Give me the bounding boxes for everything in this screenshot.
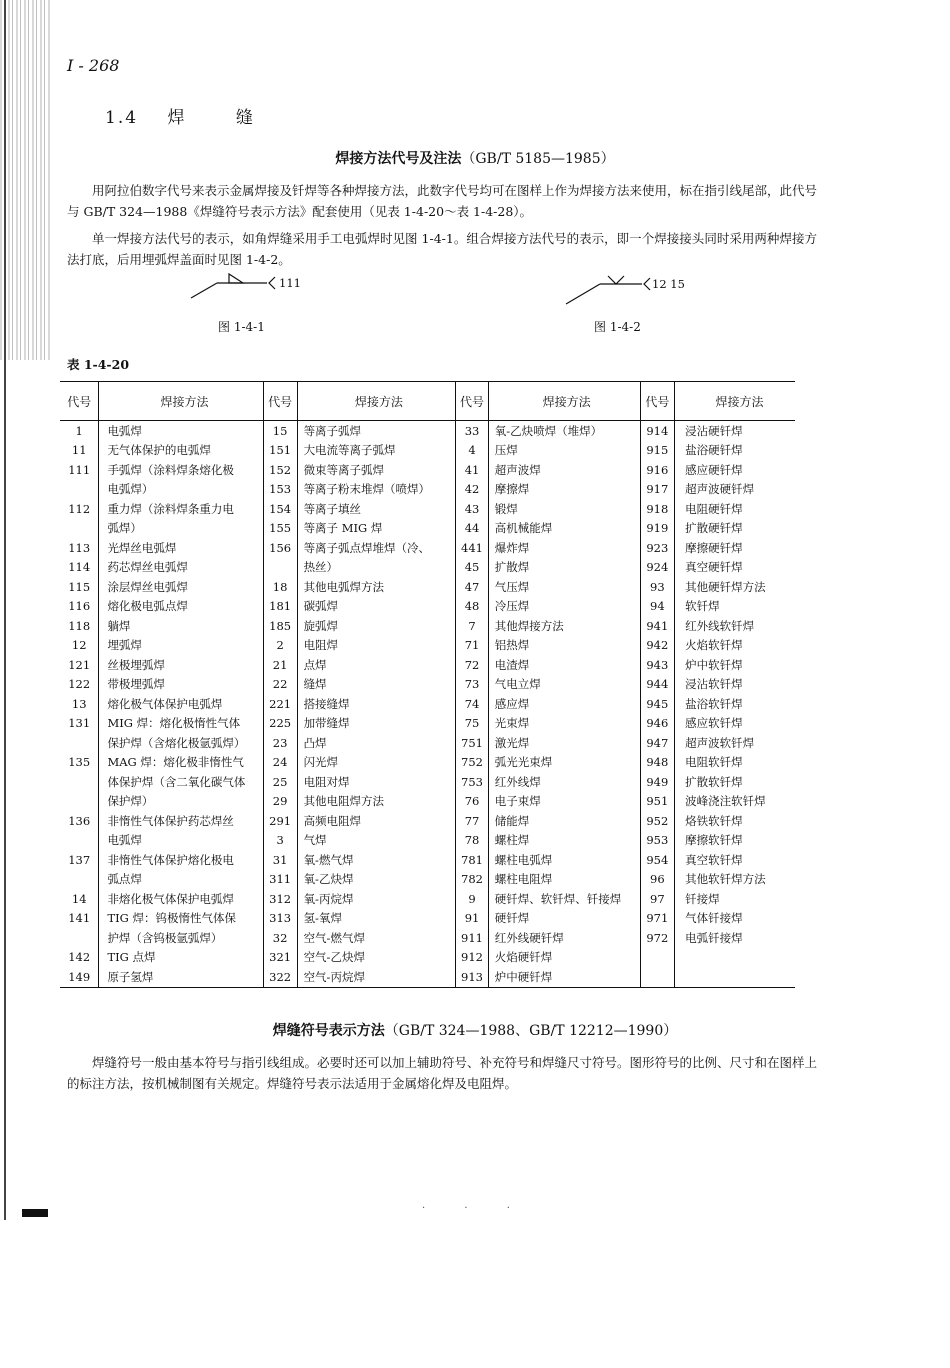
code-cell: 31 [263,850,297,870]
heading-standard: （GB/T 324—1988、GB/T 12212—1990） [384,1023,678,1039]
code-cell: 919 [640,519,675,539]
method-cell: 铝热焊 [488,636,640,656]
figure-1-4-2-code: 12 15 [652,277,685,291]
table-row [60,577,795,597]
code-cell: 131 [60,714,99,734]
method-cell: 储能焊 [488,811,640,831]
method-cell: 硬钎焊 [488,909,640,929]
method-cell: 电弧焊 [99,421,263,441]
method-cell: 其他电弧焊方法 [297,577,456,597]
code-cell: 917 [640,480,675,500]
method-cell: 热丝） [297,558,456,578]
method-cell: 锻焊 [488,499,640,519]
code-cell: 94 [640,597,675,617]
code-cell: 137 [60,850,99,870]
code-cell: 972 [640,928,675,948]
code-cell: 135 [60,753,99,773]
table-row [60,694,795,714]
method-cell: 空气-丙烷焊 [297,967,456,987]
method-cell: 感应硬钎焊 [685,462,743,477]
paragraph-examples: 单一焊接方法代号的表示，如角焊缝采用手工电弧焊时见图 1-4-1。组合焊接方法代号的表示，即一个焊接接头同时采用两种焊接方法打底，后用埋弧焊盖面时见图 1-4-2。 [67,231,817,267]
method-cell: 电渣焊 [488,655,640,675]
code-cell: 753 [456,772,489,792]
code-cell: 29 [263,792,297,812]
method-cell: 摩擦软钎焊 [685,833,743,848]
code-cell: 112 [60,499,99,519]
code-cell: 948 [640,753,675,773]
method-cell: 带极埋弧焊 [99,675,263,695]
code-cell: 947 [640,733,675,753]
code-cell: 45 [456,558,489,578]
code-cell: 4 [456,441,489,461]
method-cell: 丝极埋弧焊 [99,655,263,675]
section-number: 1.4 [105,108,139,128]
method-cell: 埋弧焊 [99,636,263,656]
table-row [60,928,795,948]
scan-footer-marks: · · · [422,1203,528,1214]
table-row [60,675,795,695]
code-cell: 949 [640,772,675,792]
method-cell: 电阻软钎焊 [685,755,743,770]
method-cell: 气焊 [297,831,456,851]
code-cell: 914 [640,421,675,441]
code-cell: 911 [456,928,489,948]
code-cell: 781 [456,850,489,870]
table-row [60,889,795,909]
table-row [60,460,795,480]
header-code: 代号 [60,382,99,421]
method-cell: 红外线焊 [488,772,640,792]
code-cell: 924 [640,558,675,578]
section-char-1: 焊 [167,108,187,128]
code-cell: 97 [640,889,675,909]
section-char-2: 缝 [235,108,255,128]
method-cell: 非惰性气体保护药芯焊丝 [99,811,263,831]
code-cell: 181 [263,597,297,617]
header-method: 焊接方法 [99,382,263,421]
method-cell: 等离子弧点焊堆焊（冷、 [297,538,456,558]
code-cell [60,772,99,792]
code-cell: 313 [263,909,297,929]
welding-method-code-table [60,381,795,988]
table-row [60,636,795,656]
header-method: 焊接方法 [488,382,640,421]
method-cell: 真空硬钎焊 [685,560,743,575]
code-cell: 3 [263,831,297,851]
code-cell [60,519,99,539]
method-cell: 钎接焊 [685,891,720,906]
code-cell: 953 [640,831,675,851]
code-cell: 153 [263,480,297,500]
method-cell: 超声波硬钎焊 [685,482,755,497]
method-cell: 重力焊（涂料焊条重力电 [99,499,263,519]
code-cell: 945 [640,694,675,714]
header-code: 代号 [640,382,675,421]
code-cell: 15 [263,421,297,441]
code-cell: 946 [640,714,675,734]
code-cell: 322 [263,967,297,987]
method-cell: 手弧焊（涂料焊条熔化极 [99,460,263,480]
method-cell: 躺焊 [99,616,263,636]
code-cell: 116 [60,597,99,617]
table-header-row [60,382,795,421]
code-cell [263,558,297,578]
method-cell: TIG 焊：钨极惰性气体保 [99,909,263,929]
method-cell: 其他软钎焊方法 [685,872,766,887]
code-cell: 1 [60,421,99,441]
code-cell: 13 [60,694,99,714]
method-cell [675,967,795,987]
code-cell: 7 [456,616,489,636]
code-cell: 944 [640,675,675,695]
method-cell: 熔化极气体保护电弧焊 [99,694,263,714]
code-cell: 76 [456,792,489,812]
method-cell: 炉中软钎焊 [685,657,743,672]
code-cell: 12 [60,636,99,656]
table-row [60,792,795,812]
method-cell: 高频电阻焊 [297,811,456,831]
method-cell: 盐浴软钎焊 [685,696,743,711]
code-cell [640,967,675,987]
heading-title: 焊缝符号表示方法 [272,1023,385,1039]
method-cell: 凸焊 [297,733,456,753]
code-cell: 71 [456,636,489,656]
method-cell: 碳弧焊 [297,597,456,617]
table-row [60,733,795,753]
table-row [60,909,795,929]
code-cell: 25 [263,772,297,792]
code-cell: 73 [456,675,489,695]
table-label: 表 1-4-20 [67,357,130,372]
method-cell: 波峰浇注软钎焊 [685,794,766,809]
code-cell: 42 [456,480,489,500]
table-body [60,421,795,988]
code-cell: 971 [640,909,675,929]
code-cell: 291 [263,811,297,831]
method-cell: 电弧焊 [99,831,263,851]
table-row [60,499,795,519]
table-row [60,850,795,870]
code-cell: 918 [640,499,675,519]
code-cell: 48 [456,597,489,617]
table-row [60,831,795,851]
method-cell: 氢-氧焊 [297,909,456,929]
table-row [60,753,795,773]
code-cell: 916 [640,460,675,480]
code-cell: 151 [263,441,297,461]
method-cell: 旋弧焊 [297,616,456,636]
code-cell: 118 [60,616,99,636]
figure-1-4-1-code: 111 [279,276,301,290]
method-cell: 空气-乙炔焊 [297,948,456,968]
method-cell: 非惰性气体保护熔化极电 [99,850,263,870]
method-cell: 涂层焊丝电弧焊 [99,577,263,597]
method-cell: 保护焊） [99,792,263,812]
method-cell: 火焰硬钎焊 [488,948,640,968]
table-row [60,558,795,578]
code-cell: 752 [456,753,489,773]
code-cell: 782 [456,870,489,890]
method-cell: 扩散硬钎焊 [685,521,743,536]
code-cell: 115 [60,577,99,597]
heading-title: 焊接方法代号及注法 [335,151,462,167]
method-cell: 激光焊 [488,733,640,753]
method-cell: 电弧钎接焊 [685,930,743,945]
code-cell: 141 [60,909,99,929]
code-cell: 149 [60,967,99,987]
code-cell: 441 [456,538,489,558]
method-cell: 加带缝焊 [297,714,456,734]
table-row [60,421,795,441]
code-cell [60,480,99,500]
code-cell: 185 [263,616,297,636]
method-cell: 扩散软钎焊 [685,774,743,789]
code-cell: 221 [263,694,297,714]
method-cell: 感应软钎焊 [685,716,743,731]
table-row [60,616,795,636]
method-cell: 电阻对焊 [297,772,456,792]
code-cell: 75 [456,714,489,734]
code-cell: 155 [263,519,297,539]
method-cell: 护焊（含钨极氩弧焊） [99,928,263,948]
table-row [60,811,795,831]
code-cell: 952 [640,811,675,831]
code-cell: 14 [60,889,99,909]
method-cell: 扩散焊 [488,558,640,578]
table-row [60,441,795,461]
method-cell: 气体钎接焊 [685,911,743,926]
method-cell: 真空软钎焊 [685,852,743,867]
code-cell: 9 [456,889,489,909]
method-cell: 电子束焊 [488,792,640,812]
code-cell: 121 [60,655,99,675]
code-cell: 23 [263,733,297,753]
method-cell: 熔化极电弧点焊 [99,597,263,617]
table-row [60,655,795,675]
heading-welding-method-codes [0,148,950,168]
method-cell: 氧-丙烷焊 [297,889,456,909]
method-cell: 保护焊（含熔化极氩弧焊） [99,733,263,753]
code-cell: 114 [60,558,99,578]
code-cell: 11 [60,441,99,461]
figure-1-4-2-caption: 图 1-4-2 [594,320,641,334]
method-cell: 压焊 [488,441,640,461]
method-cell: 等离子 MIG 焊 [297,519,456,539]
code-cell: 113 [60,538,99,558]
method-cell: 等离子填丝 [297,499,456,519]
method-cell: 烙铁软钎焊 [685,813,743,828]
code-cell: 91 [456,909,489,929]
method-cell: 无气体保护的电弧焊 [99,441,263,461]
method-cell: 红外线软钎焊 [685,618,755,633]
table-row [60,519,795,539]
code-cell: 44 [456,519,489,539]
method-cell: 高机械能焊 [488,519,640,539]
table-row [60,772,795,792]
code-cell: 18 [263,577,297,597]
code-cell: 136 [60,811,99,831]
method-cell: 其他硬钎焊方法 [685,579,766,594]
method-cell: 软钎焊 [685,599,720,614]
code-cell: 142 [60,948,99,968]
method-cell: 气电立焊 [488,675,640,695]
method-cell: 空气-燃气焊 [297,928,456,948]
table-row [60,870,795,890]
method-cell: 非熔化极气体保护电弧焊 [99,889,263,909]
code-cell: 74 [456,694,489,714]
code-cell: 311 [263,870,297,890]
method-cell: 氧-乙炔焊 [297,870,456,890]
heading-weld-symbols [0,1020,950,1040]
method-cell: 其他焊接方法 [488,616,640,636]
table-row [60,948,795,968]
method-cell: 螺柱电阻焊 [488,870,640,890]
code-cell: 96 [640,870,675,890]
method-cell: 药芯焊丝电弧焊 [99,558,263,578]
code-cell [60,792,99,812]
paragraph-intro: 用阿拉伯数字代号来表示金属焊接及钎焊等各种焊接方法，此数字代号均可在图样上作为焊接方法来使用，标在指引线尾部，此代号与 GB/T 324—1988《焊缝符号表示方法》配套使用（见表 1-4-20～表 1-4-28）。 [67,183,818,219]
code-cell: 154 [263,499,297,519]
method-cell: 点焊 [297,655,456,675]
header-method: 焊接方法 [675,382,795,421]
method-cell: 螺柱焊 [488,831,640,851]
code-cell [60,831,99,851]
header-code: 代号 [263,382,297,421]
code-cell: 751 [456,733,489,753]
method-cell: 光束焊 [488,714,640,734]
code-cell: 954 [640,850,675,870]
method-cell: MIG 焊：熔化极惰性气体 [99,714,263,734]
method-cell: 氧-乙炔喷焊（堆焊） [488,421,640,441]
code-cell: 152 [263,460,297,480]
code-cell: 156 [263,538,297,558]
code-cell: 943 [640,655,675,675]
method-cell: 盐浴硬钎焊 [685,443,743,458]
method-cell: 缝焊 [297,675,456,695]
code-cell: 915 [640,441,675,461]
method-cell: 电阻焊 [297,636,456,656]
method-cell: 炉中硬钎焊 [488,967,640,987]
method-cell: 电弧焊） [99,480,263,500]
method-cell: 气压焊 [488,577,640,597]
code-cell: 951 [640,792,675,812]
method-cell: 电阻硬钎焊 [685,501,743,516]
table-row [60,967,795,987]
code-cell: 43 [456,499,489,519]
code-cell [640,948,675,968]
heading-standard: （GB/T 5185—1985） [461,151,615,167]
method-cell: 原子氢焊 [99,967,263,987]
code-cell: 912 [456,948,489,968]
method-cell: 火焰软钎焊 [685,638,743,653]
code-cell: 22 [263,675,297,695]
method-cell: 等离子粉末堆焊（喷焊） [297,480,456,500]
code-cell: 942 [640,636,675,656]
section-title [105,103,255,128]
method-cell: 浸沾硬钎焊 [685,423,743,438]
table-row [60,480,795,500]
method-cell: 弧光光束焊 [488,753,640,773]
code-cell [60,733,99,753]
paragraph-weld-symbols: 焊缝符号一般由基本符号与指引线组成。必要时还可以加上辅助符号、补充符号和焊缝尺寸符号。图形符号的比例、尺寸和在图样上的标注方法，按机械制图有关规定。焊缝符号表示法适用于金属熔化焊及电阻焊。 [67,1055,818,1091]
method-cell: 氧-燃气焊 [297,850,456,870]
method-cell: 摩擦焊 [488,480,640,500]
code-cell: 321 [263,948,297,968]
method-cell: 爆炸焊 [488,538,640,558]
code-cell: 47 [456,577,489,597]
code-cell: 32 [263,928,297,948]
code-cell: 72 [456,655,489,675]
method-cell: 弧焊） [99,519,263,539]
code-cell: 312 [263,889,297,909]
table-row [60,597,795,617]
code-cell: 2 [263,636,297,656]
method-cell: 超声波焊 [488,460,640,480]
method-cell: 浸沾软钎焊 [685,677,743,692]
method-cell: MAG 焊：熔化极非惰性气 [99,753,263,773]
code-cell: 33 [456,421,489,441]
method-cell: 光焊丝电弧焊 [99,538,263,558]
method-cell: 等离子弧焊 [297,421,456,441]
method-cell: 大电流等离子弧焊 [297,441,456,461]
method-cell: 搭接缝焊 [297,694,456,714]
method-cell: 摩擦硬钎焊 [685,540,743,555]
header-code: 代号 [456,382,489,421]
code-cell: 24 [263,753,297,773]
method-cell: 冷压焊 [488,597,640,617]
code-cell: 77 [456,811,489,831]
method-cell: 红外线硬钎焊 [488,928,640,948]
code-cell: 21 [263,655,297,675]
code-cell: 913 [456,967,489,987]
method-cell: 弧点焊 [99,870,263,890]
header-method: 焊接方法 [297,382,456,421]
method-cell [675,948,795,968]
method-cell: 微束等离子弧焊 [297,460,456,480]
code-cell: 122 [60,675,99,695]
method-cell: 其他电阻焊方法 [297,792,456,812]
method-cell: 超声波软钎焊 [685,735,755,750]
method-cell: 硬钎焊、软钎焊、钎接焊 [488,889,640,909]
method-cell: TIG 点焊 [99,948,263,968]
code-cell: 923 [640,538,675,558]
page-number: I - 268 [67,56,120,75]
code-cell: 41 [456,460,489,480]
method-cell: 体保护焊（含二氧化碳气体 [99,772,263,792]
code-cell [60,928,99,948]
figure-1-4-1-caption: 图 1-4-1 [218,320,265,334]
method-cell: 螺柱电弧焊 [488,850,640,870]
code-cell: 78 [456,831,489,851]
scan-spine-shadow [0,0,52,360]
method-cell: 感应焊 [488,694,640,714]
method-cell: 闪光焊 [297,753,456,773]
code-cell: 93 [640,577,675,597]
table-row [60,714,795,734]
code-cell [60,870,99,890]
code-cell: 111 [60,460,99,480]
code-cell: 225 [263,714,297,734]
code-cell: 941 [640,616,675,636]
table-row [60,538,795,558]
